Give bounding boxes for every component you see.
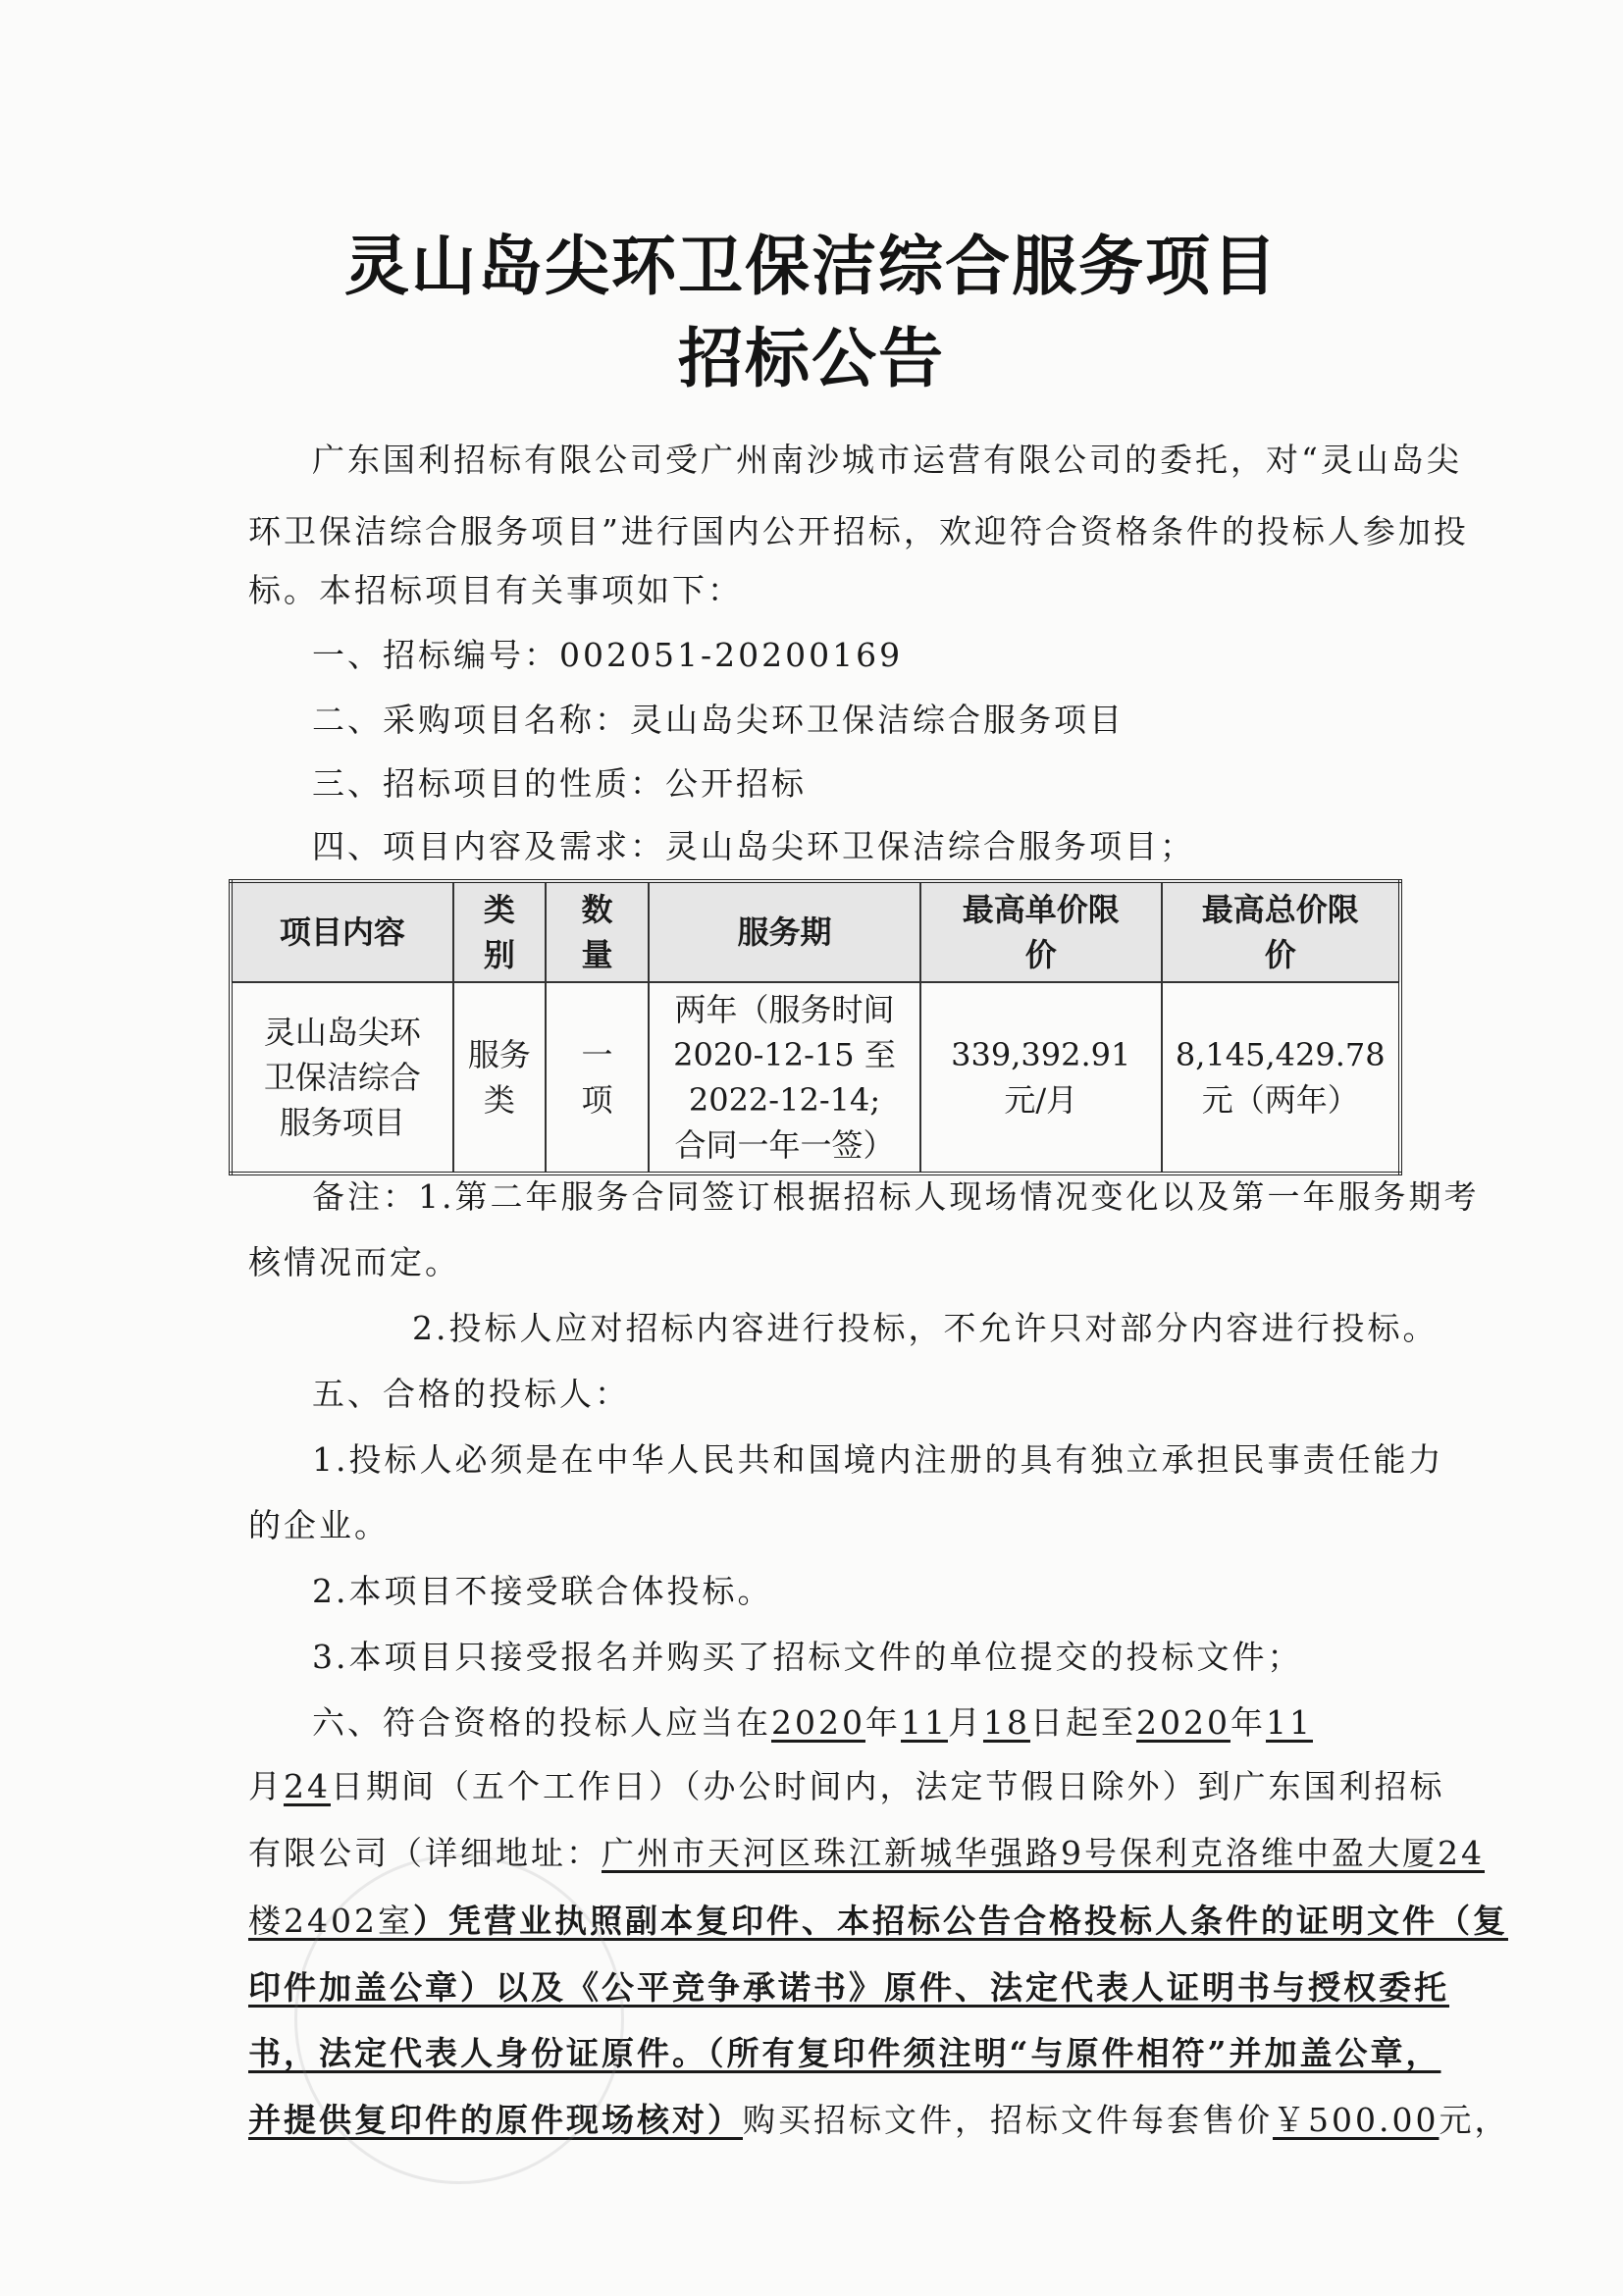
document-price: ￥500.00	[1273, 2101, 1440, 2139]
address-line-2: 楼2402室	[248, 1902, 413, 1940]
item-content: 四、项目内容及需求：灵山岛尖环卫保洁综合服务项目；	[312, 827, 1195, 865]
header-period: 服务期	[649, 881, 920, 982]
table-row	[231, 982, 1400, 1174]
end-year: 2020	[1135, 1703, 1230, 1742]
section6-line-1: 六、符合资格的投标人应当在2020年11月18日起至2020年11	[312, 1703, 1313, 1742]
header-item: 项目内容	[231, 881, 453, 982]
header-type: 类 别	[453, 881, 546, 982]
item-bid-number: 一、招标编号：002051-20200169	[312, 636, 904, 674]
end-day: 24	[284, 1767, 331, 1805]
intro-line-2: 环卫保洁综合服务项目”进行国内公开招标，欢迎符合资格条件的投标人参加投	[248, 512, 1469, 550]
qualified-1-line-1: 1.投标人必须是在中华人民共和国境内注册的具有独立承担民事责任能力	[312, 1440, 1444, 1479]
header-quantity: 数 量	[546, 881, 649, 982]
section6-line-2: 月24日期间（五个工作日）（办公时间内，法定节假日除外）到广东国利招标	[248, 1767, 1445, 1805]
end-month: 11	[1265, 1703, 1313, 1742]
section6-line-6: 书，法定代表人身份证原件。（所有复印件须注明“与原件相符”并加盖公章，	[248, 2034, 1441, 2072]
qualified-3: 3.本项目只接受报名并购买了招标文件的单位提交的投标文件；	[312, 1638, 1303, 1676]
start-year: 2020	[771, 1703, 865, 1742]
section6-line-5: 印件加盖公章）以及《公平竞争承诺书》原件、法定代表人证明书与授权委托	[248, 1968, 1449, 2007]
qualified-2: 2.本项目不接受联合体投标。	[312, 1572, 773, 1610]
note-1-line-1: 备注：1.第二年服务合同签订根据招标人现场情况变化以及第一年服务期考	[312, 1177, 1480, 1216]
item-nature: 三、招标项目的性质：公开招标	[312, 764, 807, 803]
section6-line-7: 并提供复印件的原件现场核对）购买招标文件，招标文件每套售价￥500.00元，	[248, 2101, 1510, 2139]
requirements-table	[229, 879, 1402, 1175]
start-month: 11	[900, 1703, 948, 1742]
cell-type: 服务 类	[453, 982, 546, 1174]
section6-line-4: 楼2402室）凭营业执照副本复印件、本招标公告合格投标人条件的证明文件（复	[248, 1902, 1508, 1940]
cell-item: 灵山岛尖环 卫保洁综合 服务项目	[231, 982, 453, 1174]
header-unit-price: 最高单价限 价	[920, 881, 1162, 982]
start-day: 18	[982, 1703, 1030, 1742]
cell-period: 两年（服务时间 2020-12-15 至 2022-12-14; 合同一年一签）	[649, 982, 920, 1174]
section6-line-3: 有限公司（详细地址：广州市天河区珠江新城华强路9号保利克洛维中盈大厦24	[248, 1834, 1485, 1872]
title-line-2: 招标公告	[678, 321, 945, 396]
header-total-price: 最高总价限 价	[1162, 881, 1400, 982]
cell-total-price: 8,145,429.78 元（两年）	[1162, 982, 1400, 1174]
note-2: 2.投标人应对招标内容进行投标，不允许只对部分内容进行投标。	[412, 1309, 1439, 1347]
item-project-name: 二、采购项目名称：灵山岛尖环卫保洁综合服务项目	[312, 701, 1125, 739]
intro-line-1: 广东国利招标有限公司受广州南沙城市运营有限公司的委托，对“灵山岛尖	[312, 441, 1462, 479]
cell-unit-price: 339,392.91 元/月	[920, 982, 1162, 1174]
title-line-1: 灵山岛尖环卫保洁综合服务项目	[344, 229, 1279, 304]
qualified-1-line-2: 的企业。	[248, 1506, 390, 1544]
faint-seal-mark	[294, 1854, 624, 2184]
qualified-heading: 五、合格的投标人：	[312, 1375, 630, 1413]
table-header-row	[231, 881, 1400, 982]
address-line-1: 广州市天河区珠江新城华强路9号保利克洛维中盈大厦24	[602, 1834, 1485, 1872]
cell-quantity: 一 项	[546, 982, 649, 1174]
note-1-line-2: 核情况而定。	[248, 1243, 460, 1281]
intro-line-3: 标。本招标项目有关事项如下：	[248, 571, 743, 609]
